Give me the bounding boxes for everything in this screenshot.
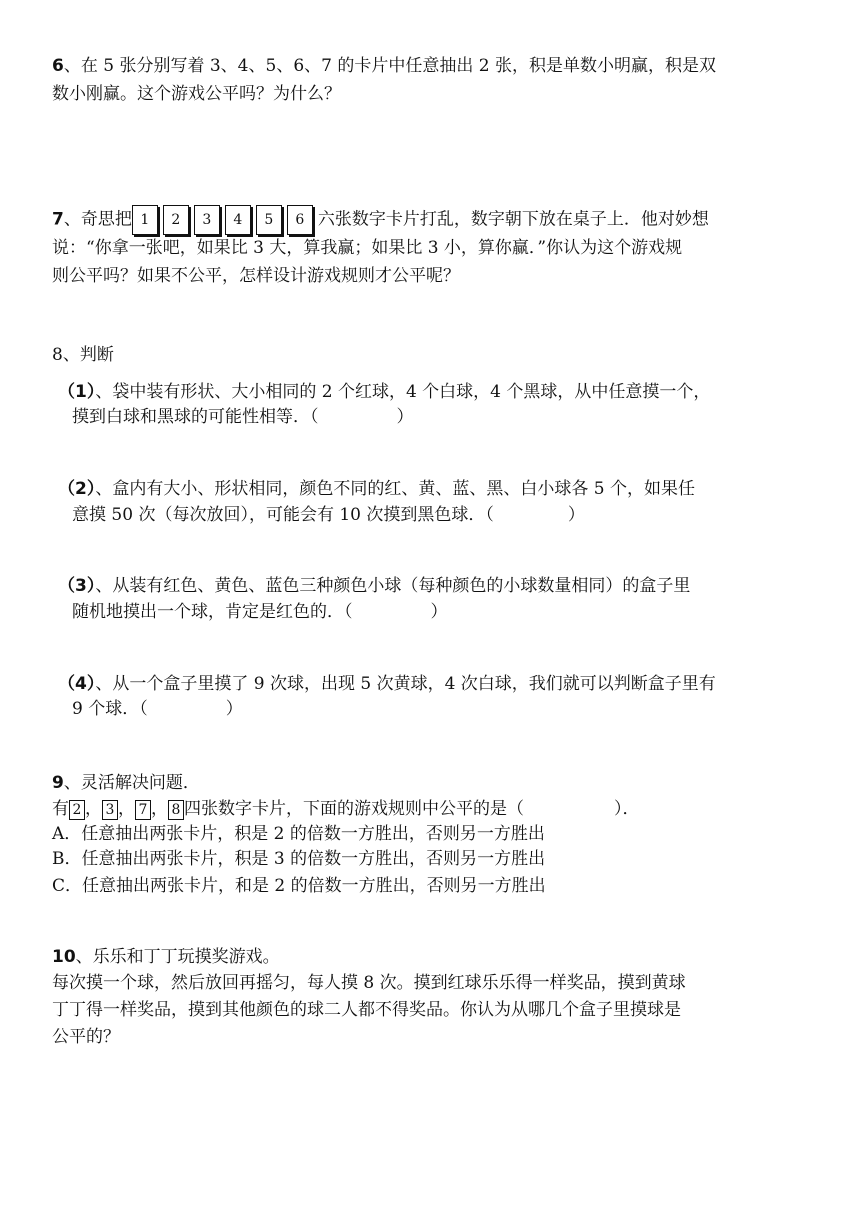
- q7-card-5: 5: [256, 205, 282, 235]
- q9-separator: ，: [85, 799, 102, 819]
- q9-option-b: B．任意抽出两张卡片，积是 3 的倍数一方胜出，否则另一方胜出: [52, 849, 546, 869]
- q8-item-2-line-2: [72, 503, 585, 527]
- q8-item-1-text-1: 、袋中装有形状、大小相同的 2 个红球，4 个白球，4 个黑球，从中任意摸一个，: [95, 382, 711, 402]
- q9-card-3: 7: [135, 800, 151, 820]
- q9-stem: [52, 797, 640, 821]
- q8-item-1-close: ）: [396, 407, 414, 427]
- q10-title-text: 、乐乐和丁丁玩摸奖游戏。: [75, 947, 280, 967]
- q8-item-2-text-1: 、盒内有大小、形状相同，颜色不同的红、黄、蓝、黑、白小球各 5 个，如果任: [95, 479, 695, 499]
- q8-item-4-line-2: [72, 697, 243, 721]
- q8-item-2-close: ）: [567, 505, 585, 525]
- q6-text-2: 数小刚赢。这个游戏公平吗？为什么？: [52, 84, 341, 104]
- q8-item-2-line-1: [58, 477, 695, 501]
- q9-card-2: 3: [102, 800, 118, 820]
- q7-card-1: 1: [132, 205, 158, 235]
- q8-item-4-number: （4）: [58, 674, 96, 694]
- q9-card-1: 2: [69, 800, 85, 820]
- q10-title: [52, 945, 280, 969]
- q10-line-3: 公平的？: [52, 1027, 120, 1047]
- q7-line-1: [52, 205, 709, 235]
- q9-title: [52, 771, 200, 795]
- q8-item-4-close: ）: [225, 699, 243, 719]
- q9-separator: ，: [151, 799, 168, 819]
- q8-item-1-line-1: [58, 380, 710, 404]
- q8-title: 8、判断: [52, 345, 114, 365]
- q10-line-2: 丁丁得一样奖品，摸到其他颜色的球二人都不得奖品。你认为从哪几个盒子里摸球是: [52, 1000, 681, 1020]
- q8-item-4-text-2: 9 个球．（: [72, 699, 148, 719]
- q8-item-3-text-2: 随机地摸出一个球，肯定是红色的．（: [72, 602, 353, 622]
- q9-option-a: A．任意抽出两张卡片，积是 2 的倍数一方胜出，否则另一方胜出: [52, 824, 545, 844]
- q9-option-c: C．任意抽出两张卡片，和是 2 的倍数一方胜出，否则另一方胜出: [52, 876, 546, 896]
- q9-stem-close: ）．: [614, 799, 640, 819]
- q8-item-3-close: ）: [430, 602, 448, 622]
- q9-separator: ，: [118, 799, 135, 819]
- q7-number: 7: [52, 209, 64, 230]
- q8-item-3-number: （3）: [58, 576, 96, 596]
- q7-card-4: 4: [225, 205, 251, 235]
- q7-text-post: 六张数字卡片打乱，数字朝下放在桌子上．他对妙想: [317, 209, 709, 230]
- q6-number: 6: [52, 56, 64, 76]
- q7-card-6: 6: [287, 205, 313, 235]
- q8-item-1-number: （1）: [58, 382, 96, 402]
- q8-item-1-text-2: 摸到白球和黑球的可能性相等．（: [72, 407, 319, 427]
- q9-number: 9: [52, 773, 64, 793]
- q7-card-2: 2: [163, 205, 189, 235]
- q8-item-3-line-2: [72, 600, 448, 624]
- q6-text-1: 、在 5 张分别写着 3、4、5、6、7 的卡片中任意抽出 2 张，积是单数小明赢，积是双: [63, 56, 716, 76]
- q10-line-1: 每次摸一个球，然后放回再摇匀，每人摸 8 次。摸到红球乐乐得一样奖品，摸到黄球: [52, 973, 686, 993]
- q9-stem-pre: 有: [52, 799, 69, 819]
- q8-item-3-line-1: [58, 574, 690, 598]
- q9-card-4: 8: [168, 800, 184, 820]
- q6-line-2: [52, 82, 341, 106]
- q9-stem-post: 四张数字卡片，下面的游戏规则中公平的是（: [184, 799, 524, 819]
- q7-line-3: [52, 264, 460, 288]
- q8-item-4-line-1: [58, 672, 716, 696]
- q7-text-2: 说：“你拿一张吧，如果比 3 大，算我赢；如果比 3 小，算你赢．”你认为这个游戏规: [52, 238, 683, 258]
- q8-item-2-number: （2）: [58, 479, 96, 499]
- q8-item-2-text-2: 意摸 50 次（每次放回），可能会有 10 次摸到黑色球．（: [72, 505, 494, 525]
- q8-item-3-text-1: 、从装有红色、黄色、蓝色三种颜色小球（每种颜色的小球数量相同）的盒子里: [95, 576, 691, 596]
- q7-line-2: [52, 236, 682, 260]
- q9-title-text: 、灵活解决问题．: [63, 773, 200, 793]
- q8-item-4-text-1: 、从一个盒子里摸了 9 次球，出现 5 次黄球，4 次白球，我们就可以判断盒子里有: [95, 674, 716, 694]
- q7-text-3: 则公平吗？如果不公平，怎样设计游戏规则才公平呢？: [52, 266, 460, 286]
- q7-card-3: 3: [194, 205, 220, 235]
- q7-text-pre: 、奇思把: [63, 209, 132, 230]
- q10-number: 10: [52, 947, 76, 967]
- q6-line-1: [52, 54, 716, 78]
- q8-item-1-line-2: [72, 405, 414, 429]
